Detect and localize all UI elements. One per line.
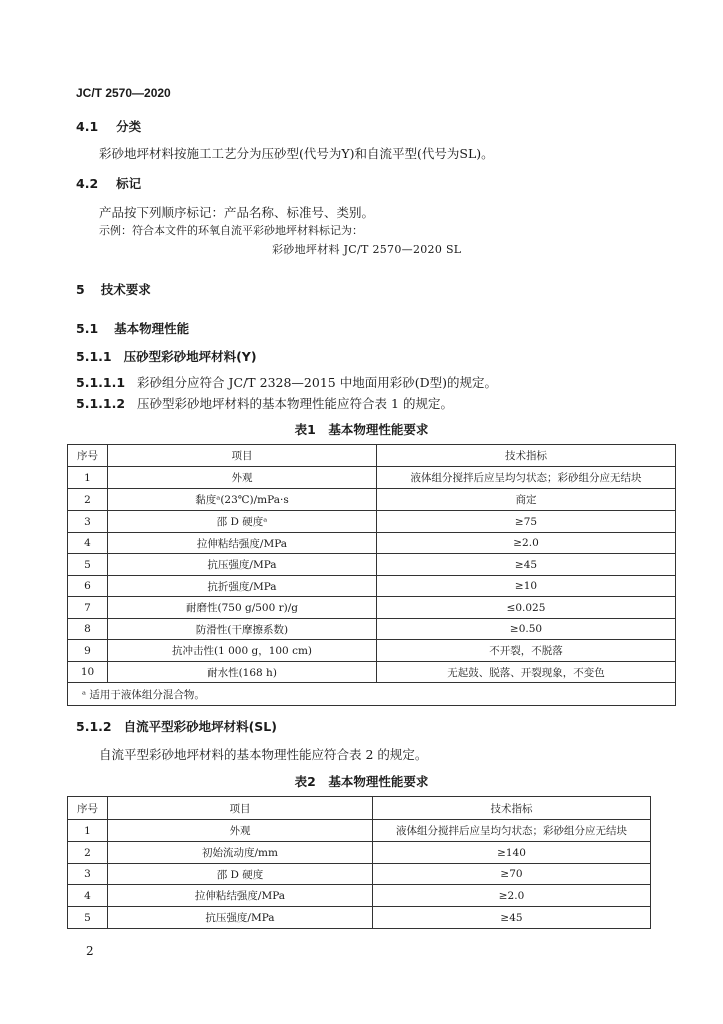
column-header: 技术指标 xyxy=(373,797,651,820)
table-cell: ≥2.0 xyxy=(373,885,651,907)
table-cell: 液体组分搅拌后应呈均匀状态；彩砂组分应无结块 xyxy=(377,467,676,489)
section-title: 基本物理性能 xyxy=(114,321,190,336)
column-header: 技术指标 xyxy=(377,445,676,467)
table-row xyxy=(68,864,651,885)
table-row xyxy=(68,467,676,489)
section-4-2-heading xyxy=(76,174,141,192)
section-title: 自流平型彩砂地坪材料(SL) xyxy=(123,719,277,734)
section-5-1-2-heading xyxy=(76,717,277,735)
table-cell: ≥0.50 xyxy=(377,619,676,640)
table-2-caption: 表2 基本物理性能要求 xyxy=(294,774,429,789)
section-number: 5.1.2 xyxy=(76,719,112,734)
table-cell: 外观 xyxy=(108,467,377,489)
table-note-row xyxy=(68,683,676,706)
table-row xyxy=(68,576,676,597)
example-label: 示例：符合本文件的环氧自流平彩砂地坪材料标记为： xyxy=(99,224,363,237)
table-cell: 9 xyxy=(68,640,108,662)
table-row xyxy=(68,511,676,533)
table-row xyxy=(68,597,676,619)
table-cell: ≥10 xyxy=(377,576,676,597)
table-row xyxy=(68,619,676,640)
section-4-1-text: 彩砂地坪材料按施工工艺分为压砂型(代号为Y)和自流平型(代号为SL)。 xyxy=(99,146,494,161)
clause-5-1-1-2 xyxy=(76,394,453,412)
table-footnote: ᵃ 适用于液体组分混合物。 xyxy=(68,683,676,706)
table-row xyxy=(68,842,651,864)
table-cell: 商定 xyxy=(377,489,676,511)
table-cell: 5 xyxy=(68,554,108,576)
table-header-row xyxy=(68,797,651,820)
section-number: 4.2 xyxy=(76,176,99,191)
table-cell: ≤0.025 xyxy=(377,597,676,619)
table-cell: ≥140 xyxy=(373,842,651,864)
table-header-row xyxy=(68,445,676,467)
table-cell: 10 xyxy=(68,662,108,683)
table-1 xyxy=(67,444,676,706)
clause-text: 压砂型彩砂地坪材料的基本物理性能应符合表 1 的规定。 xyxy=(137,396,453,411)
table-cell: 拉伸粘结强度/MPa xyxy=(108,885,373,907)
table-row xyxy=(68,533,676,554)
table-cell: 抗压强度/MPa xyxy=(108,907,373,929)
table-cell: 6 xyxy=(68,576,108,597)
table-row xyxy=(68,640,676,662)
table-cell: 1 xyxy=(68,467,108,489)
table-cell: 3 xyxy=(68,511,108,533)
table-cell: 液体组分搅拌后应呈均匀状态；彩砂组分应无结块 xyxy=(373,820,651,842)
table-row xyxy=(68,885,651,907)
table-cell: 防滑性(干摩擦系数) xyxy=(108,619,377,640)
table-cell: 8 xyxy=(68,619,108,640)
table-cell: 抗压强度/MPa xyxy=(108,554,377,576)
clause-5-1-1-1 xyxy=(76,373,497,391)
section-number: 5 xyxy=(76,282,85,297)
page-number: 2 xyxy=(86,944,94,958)
table-cell: 7 xyxy=(68,597,108,619)
table-cell: ≥2.0 xyxy=(377,533,676,554)
table-cell: 耐磨性(750 g/500 r)/g xyxy=(108,597,377,619)
table-cell: 3 xyxy=(68,864,108,885)
table-cell: 4 xyxy=(68,885,108,907)
table-cell: 4 xyxy=(68,533,108,554)
table-cell: 2 xyxy=(68,842,108,864)
table-row xyxy=(68,662,676,683)
section-number: 4.1 xyxy=(76,119,99,134)
table-1-caption: 表1 基本物理性能要求 xyxy=(294,422,429,437)
table-cell: 1 xyxy=(68,820,108,842)
section-5-heading xyxy=(76,280,151,298)
table-cell: 不开裂，不脱落 xyxy=(377,640,676,662)
section-title: 分类 xyxy=(116,119,142,134)
table-cell: 无起鼓、脱落、开裂现象，不变色 xyxy=(377,662,676,683)
section-5-1-2-text: 自流平型彩砂地坪材料的基本物理性能应符合表 2 的规定。 xyxy=(99,747,428,762)
section-title: 压砂型彩砂地坪材料(Y) xyxy=(123,349,257,364)
clause-text: 彩砂组分应符合 JC/T 2328—2015 中地面用彩砂(D型)的规定。 xyxy=(137,375,497,390)
standard-number-header: JC/T 2570—2020 xyxy=(76,86,171,100)
column-header: 序号 xyxy=(68,797,108,820)
table-row xyxy=(68,907,651,929)
section-5-1-1-heading xyxy=(76,347,257,365)
table-cell: 2 xyxy=(68,489,108,511)
table-cell: 黏度ᵃ(23℃)/mPa·s xyxy=(108,489,377,511)
table-row xyxy=(68,489,676,511)
table-cell: 拉伸粘结强度/MPa xyxy=(108,533,377,554)
column-header: 序号 xyxy=(68,445,108,467)
section-number: 5.1.1 xyxy=(76,349,112,364)
table-cell: ≥70 xyxy=(373,864,651,885)
table-2 xyxy=(67,796,651,929)
table-cell: 5 xyxy=(68,907,108,929)
table-cell: 初始流动度/mm xyxy=(108,842,373,864)
clause-number: 5.1.1.2 xyxy=(76,396,126,411)
section-title: 标记 xyxy=(116,176,142,191)
table-row xyxy=(68,820,651,842)
column-header: 项目 xyxy=(108,797,373,820)
section-number: 5.1 xyxy=(76,321,99,336)
table-cell: 抗折强度/MPa xyxy=(108,576,377,597)
section-title: 技术要求 xyxy=(100,282,151,297)
table-cell: 邵 D 硬度 xyxy=(108,864,373,885)
clause-number: 5.1.1.1 xyxy=(76,375,126,390)
table-cell: ≥75 xyxy=(377,511,676,533)
example-mark: 彩砂地坪材料 JC/T 2570—2020 SL xyxy=(272,243,462,256)
table-cell: ≥45 xyxy=(377,554,676,576)
table-cell: 抗冲击性(1 000 g，100 cm) xyxy=(108,640,377,662)
column-header: 项目 xyxy=(108,445,377,467)
table-cell: 外观 xyxy=(108,820,373,842)
table-row xyxy=(68,554,676,576)
section-4-1-heading xyxy=(76,117,141,135)
section-5-1-heading xyxy=(76,319,189,337)
table-cell: 邵 D 硬度ᵃ xyxy=(108,511,377,533)
section-4-2-text: 产品按下列顺序标记：产品名称、标准号、类别。 xyxy=(99,205,375,220)
table-cell: ≥45 xyxy=(373,907,651,929)
table-cell: 耐水性(168 h) xyxy=(108,662,377,683)
